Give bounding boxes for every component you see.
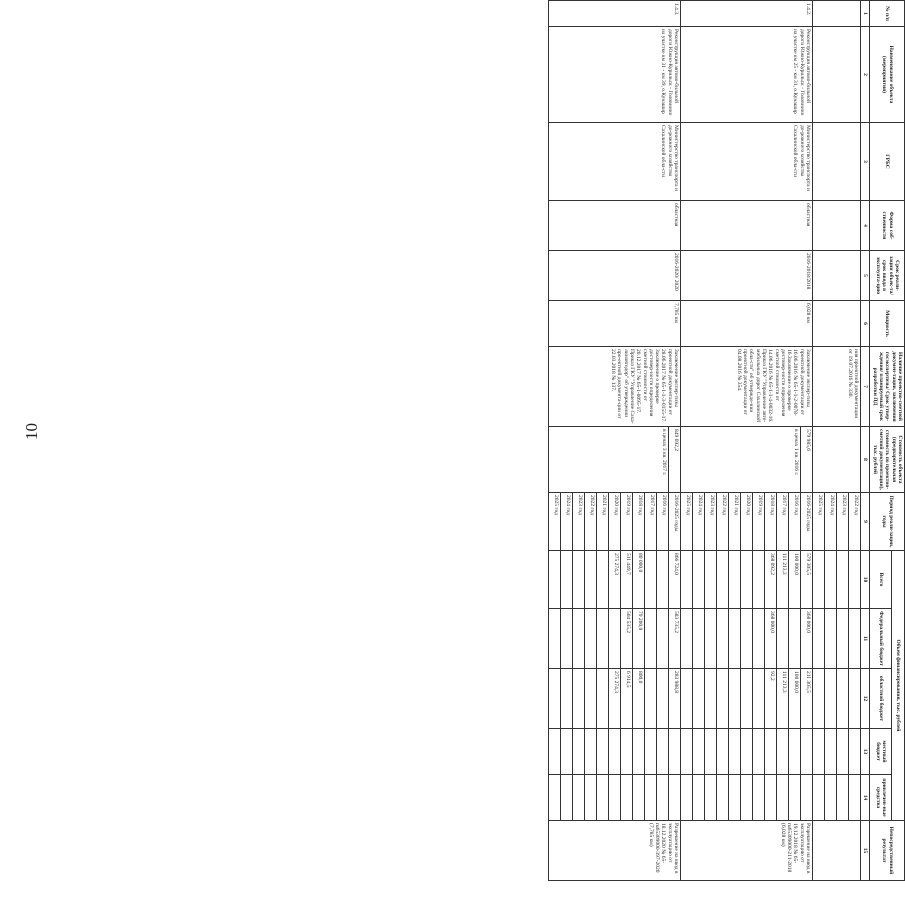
column-number: 9 bbox=[861, 493, 870, 551]
amount-cell bbox=[837, 609, 849, 669]
table-body bbox=[549, 1, 861, 881]
local-amount bbox=[645, 729, 657, 775]
other-amount bbox=[789, 775, 801, 821]
amount-cell bbox=[825, 775, 837, 821]
header-name: Наименование объекта (мероприятия) bbox=[870, 27, 905, 123]
federal-amount bbox=[549, 609, 561, 669]
amount-cell bbox=[825, 609, 837, 669]
column-number: 1 bbox=[861, 1, 870, 27]
column-number: 14 bbox=[861, 775, 870, 821]
regional-amount bbox=[657, 669, 669, 729]
regional-amount bbox=[585, 669, 597, 729]
period-cell: 2017 год bbox=[645, 493, 657, 551]
object-cost-note: в ценах 3 кв. 2017 г. bbox=[549, 427, 669, 493]
object-result: Разрешение на ввод в эксплуатацию от 18.12.2020 № 65-ru65309000-397-2020 (7,785 км) bbox=[549, 821, 681, 881]
column-number: 4 bbox=[861, 201, 870, 251]
regional-amount: 92,2 bbox=[765, 669, 777, 729]
period-cell: 2022 год bbox=[849, 493, 861, 551]
total-amount bbox=[741, 551, 753, 609]
period-cell: 2024 год bbox=[561, 493, 573, 551]
total-amount bbox=[681, 551, 693, 609]
federal-amount bbox=[693, 609, 705, 669]
federal-amount bbox=[561, 609, 573, 669]
object-docs: Заключение экспер-тизы проектной документации от 28.06.2017 № 65-1-1-3-0155-17. Заключение о проверке достовер-ности определения сметной стоимости от 20.12.2017 № 65-1-0095-17. Приказ ГКУ "Управление Саха-линавтодор" об утверждении про-ектной документа-ции от 22.03.2018 № 137. bbox=[549, 347, 681, 427]
period-cell: 2025 год bbox=[681, 493, 693, 551]
period-cell: 2024 год bbox=[693, 493, 705, 551]
local-amount bbox=[633, 729, 645, 775]
object-term: 2016-2018/2018 bbox=[681, 251, 813, 301]
federal-amount bbox=[681, 609, 693, 669]
other-amount bbox=[645, 775, 657, 821]
period-cell: 2020 год bbox=[609, 493, 621, 551]
amount-cell bbox=[825, 551, 837, 609]
column-number-row bbox=[861, 1, 870, 881]
local-amount bbox=[585, 729, 597, 775]
local-amount bbox=[765, 729, 777, 775]
regional-amount bbox=[753, 669, 765, 729]
object-ownership: областная bbox=[549, 201, 681, 251]
total-amount: 111 213,3 bbox=[777, 551, 789, 609]
regional-amount: 800,0 bbox=[633, 669, 645, 729]
regional-amount bbox=[597, 669, 609, 729]
other-amount bbox=[549, 775, 561, 821]
total-amount bbox=[585, 551, 597, 609]
header-docs: Наличие проектно-сметной докумен-тации, заключения госэкспертизы/ Срок утвер-ждения/ планируемый срок разработки ПД bbox=[870, 347, 905, 427]
federal-amount bbox=[729, 609, 741, 669]
amount-cell bbox=[849, 775, 861, 821]
period-cell: 2016-2025 годы bbox=[669, 493, 681, 551]
federal-amount bbox=[753, 609, 765, 669]
other-amount bbox=[681, 775, 693, 821]
federal-amount: 368 000,0 bbox=[765, 609, 777, 669]
other-amount bbox=[609, 775, 621, 821]
regional-amount bbox=[573, 669, 585, 729]
header-local: местный бюджет bbox=[870, 729, 892, 775]
total-amount: 100 000,0 bbox=[789, 551, 801, 609]
column-number: 7 bbox=[861, 347, 870, 427]
other-amount bbox=[597, 775, 609, 821]
period-cell: 2023 год bbox=[573, 493, 585, 551]
period-cell: 2019 год bbox=[621, 493, 633, 551]
other-amount bbox=[561, 775, 573, 821]
period-cell: 2016 год bbox=[789, 493, 801, 551]
other-amount bbox=[777, 775, 789, 821]
column-number: 2 bbox=[861, 27, 870, 123]
empty-cell bbox=[813, 201, 861, 251]
local-amount bbox=[549, 729, 561, 775]
other-amount bbox=[633, 775, 645, 821]
amount-cell bbox=[837, 669, 849, 729]
period-cell: 2021 год bbox=[729, 493, 741, 551]
object-number: 1.4.3. bbox=[549, 1, 681, 27]
total-amount bbox=[561, 551, 573, 609]
header-federal: Федеральный бюджет bbox=[870, 609, 892, 669]
object-term: 2016-2020/ 2020 bbox=[549, 251, 681, 301]
other-amount bbox=[729, 775, 741, 821]
total-amount bbox=[645, 551, 657, 609]
column-number: 6 bbox=[861, 301, 870, 347]
other-amount bbox=[765, 775, 777, 821]
local-amount bbox=[801, 729, 813, 775]
header-num: № п/п bbox=[870, 1, 905, 27]
amount-cell bbox=[837, 551, 849, 609]
federal-amount bbox=[717, 609, 729, 669]
column-number: 11 bbox=[861, 609, 870, 669]
empty-cell bbox=[813, 1, 861, 27]
total-amount bbox=[549, 551, 561, 609]
amount-cell bbox=[849, 551, 861, 609]
local-amount bbox=[609, 729, 621, 775]
object-capacity: 7,785 км bbox=[549, 301, 681, 347]
federal-amount bbox=[705, 609, 717, 669]
header-term: Срок реали-зации объек-та/ срок ввода в эксплуата-цию bbox=[870, 251, 905, 301]
total-amount bbox=[657, 551, 669, 609]
empty-cell bbox=[813, 301, 861, 347]
column-number: 5 bbox=[861, 251, 870, 301]
header-total: Всего bbox=[870, 551, 892, 609]
amount-cell bbox=[849, 729, 861, 775]
regional-amount bbox=[549, 669, 561, 729]
federal-amount: 79 200,0 bbox=[633, 609, 645, 669]
other-amount bbox=[741, 775, 753, 821]
other-amount bbox=[801, 775, 813, 821]
header-grbs: ГРБС bbox=[870, 123, 905, 201]
amount-cell bbox=[849, 609, 861, 669]
local-amount bbox=[717, 729, 729, 775]
other-amount bbox=[669, 775, 681, 821]
total-amount: 80 000,0 bbox=[633, 551, 645, 609]
financing-table bbox=[548, 0, 905, 881]
federal-amount: 504 535,2 bbox=[621, 609, 633, 669]
column-number: 12 bbox=[861, 669, 870, 729]
local-amount bbox=[777, 729, 789, 775]
total-amount bbox=[753, 551, 765, 609]
regional-amount: 100 000,0 bbox=[789, 669, 801, 729]
local-amount bbox=[621, 729, 633, 775]
object-cost-note: в ценах 1 кв. 2016 г. bbox=[681, 427, 801, 493]
period-cell: 2023 год bbox=[837, 493, 849, 551]
local-amount bbox=[705, 729, 717, 775]
header-regional: областной бюджет bbox=[870, 669, 892, 729]
regional-amount bbox=[717, 669, 729, 729]
federal-amount bbox=[777, 609, 789, 669]
header-period: Период реали-зации, годы bbox=[870, 493, 905, 551]
object-name: Реконструкция автомо-бильной дороги Южно-Курильск - Головнино на участке км 25 - км 31, о.Кунашир bbox=[681, 27, 813, 123]
empty-cell bbox=[813, 251, 861, 301]
federal-amount bbox=[609, 609, 621, 669]
local-amount bbox=[657, 729, 669, 775]
total-amount: 579 305,5 bbox=[801, 551, 813, 609]
other-amount bbox=[573, 775, 585, 821]
local-amount bbox=[789, 729, 801, 775]
federal-amount bbox=[741, 609, 753, 669]
object-ownership: областная bbox=[681, 201, 813, 251]
object-docs: Заключение экспер-тизы проектной документации от 16.06.2016 № 65-1-1-2-0078-16.Заключение о проверке достовер-ности определения сметной стоимости от 14.06.2016 № 65-1-1-4-0032-16. Приказ ГКУ "Управление авто-мобильных дорог Сахалинской обла-сти" об утвержде-нии проектной документации от 04.08.2016 № 354. bbox=[681, 347, 813, 427]
header-other: привлечен-ные средства bbox=[870, 775, 892, 821]
period-cell: 2023 год bbox=[705, 493, 717, 551]
column-number: 10 bbox=[861, 551, 870, 609]
period-cell: 2021 год bbox=[597, 493, 609, 551]
total-amount bbox=[573, 551, 585, 609]
header-cost: Стоимость объекта (предварительная стоимость по проектно-сметной документации), тыс. рублей bbox=[870, 427, 905, 493]
period-cell: 2018 год bbox=[633, 493, 645, 551]
amount-cell bbox=[837, 775, 849, 821]
column-number: 3 bbox=[861, 123, 870, 201]
local-amount bbox=[561, 729, 573, 775]
local-amount bbox=[741, 729, 753, 775]
total-amount bbox=[597, 551, 609, 609]
regional-amount bbox=[561, 669, 573, 729]
empty-cell bbox=[813, 427, 861, 493]
federal-amount bbox=[657, 609, 669, 669]
total-amount: 866 724,0 bbox=[669, 551, 681, 609]
local-amount bbox=[681, 729, 693, 775]
period-cell: 2025 год bbox=[813, 493, 825, 551]
other-amount bbox=[717, 775, 729, 821]
other-amount bbox=[705, 775, 717, 821]
federal-amount bbox=[573, 609, 585, 669]
period-cell: 2018 год bbox=[765, 493, 777, 551]
period-cell: 2025 год bbox=[549, 493, 561, 551]
local-amount bbox=[573, 729, 585, 775]
period-cell: 2017 год bbox=[777, 493, 789, 551]
rotated-sheet bbox=[305, 0, 905, 880]
amount-cell bbox=[849, 669, 861, 729]
period-cell: 2020 год bbox=[741, 493, 753, 551]
column-number: 8 bbox=[861, 427, 870, 493]
regional-amount: 275 274,3 bbox=[609, 669, 621, 729]
regional-amount: 211 305,5 bbox=[801, 669, 813, 729]
object-name: Реконструкция автомо-бильной дороги Южно-Курильск - Головнино на участке км 31 - км 39, о.Кунашир bbox=[549, 27, 681, 123]
header-capacity: Мощность bbox=[870, 301, 905, 347]
other-amount bbox=[621, 775, 633, 821]
amount-cell bbox=[813, 669, 825, 729]
amount-cell bbox=[813, 609, 825, 669]
table-row bbox=[669, 1, 681, 881]
other-amount bbox=[693, 775, 705, 821]
object-cost: 579 985,6 bbox=[801, 427, 813, 493]
local-amount bbox=[693, 729, 705, 775]
total-amount bbox=[729, 551, 741, 609]
amount-cell bbox=[825, 669, 837, 729]
period-cell: 2019 год bbox=[753, 493, 765, 551]
amount-cell bbox=[813, 775, 825, 821]
total-amount bbox=[717, 551, 729, 609]
local-amount bbox=[729, 729, 741, 775]
federal-amount: 583 735,2 bbox=[669, 609, 681, 669]
total-amount: 275 274,3 bbox=[609, 551, 621, 609]
other-amount bbox=[585, 775, 597, 821]
amount-cell bbox=[813, 551, 825, 609]
header-result: Непосредственный результат bbox=[870, 821, 905, 881]
federal-amount bbox=[597, 609, 609, 669]
column-number: 13 bbox=[861, 729, 870, 775]
empty-cell bbox=[813, 821, 861, 881]
period-cell: 2016-2025 годы bbox=[801, 493, 813, 551]
object-grbs: Министерство транспорта и до-рожного хозяйства Сахалинской обла-сти bbox=[549, 123, 681, 201]
regional-amount bbox=[729, 669, 741, 729]
federal-amount bbox=[585, 609, 597, 669]
federal-amount bbox=[645, 609, 657, 669]
total-amount bbox=[693, 551, 705, 609]
period-cell: 2016 год bbox=[657, 493, 669, 551]
federal-amount bbox=[789, 609, 801, 669]
regional-amount: 111 213,3 bbox=[777, 669, 789, 729]
other-amount bbox=[753, 775, 765, 821]
header-ownership: Форма соб-ственности bbox=[870, 201, 905, 251]
period-cell: 2024 год bbox=[825, 493, 837, 551]
object-number: 1.4.2. bbox=[681, 1, 813, 27]
page-number: 10 bbox=[22, 423, 41, 440]
object-result: Разрешение на ввод в эксплуатацию от 19.12.2018 № 65-ru65309000-211-2018 (6,028 км) bbox=[681, 821, 813, 881]
regional-amount bbox=[681, 669, 693, 729]
regional-amount: 283 988,8 bbox=[669, 669, 681, 729]
empty-cell bbox=[813, 27, 861, 123]
federal-amount: 368 000,0 bbox=[801, 609, 813, 669]
regional-amount bbox=[693, 669, 705, 729]
table-row bbox=[801, 1, 813, 881]
regional-amount bbox=[705, 669, 717, 729]
local-amount bbox=[597, 729, 609, 775]
object-grbs: Министерство транспорта и до-рожного хозяйства Сахалинской обла-сти bbox=[681, 123, 813, 201]
object-capacity: 6,028 км bbox=[681, 301, 813, 347]
amount-cell bbox=[837, 729, 849, 775]
total-amount bbox=[705, 551, 717, 609]
regional-amount bbox=[741, 669, 753, 729]
regional-amount: 6 914,5 bbox=[621, 669, 633, 729]
object-cost: 849 692,2 bbox=[669, 427, 681, 493]
total-amount: 368 092,2 bbox=[765, 551, 777, 609]
period-cell: 2022 год bbox=[585, 493, 597, 551]
amount-cell bbox=[813, 729, 825, 775]
amount-cell bbox=[825, 729, 837, 775]
column-number: 15 bbox=[861, 821, 870, 881]
period-cell: 2022 год bbox=[717, 493, 729, 551]
other-amount bbox=[657, 775, 669, 821]
header-financing: Объем финансирования, тыс. рублей bbox=[892, 551, 905, 821]
local-amount bbox=[669, 729, 681, 775]
table-row bbox=[849, 1, 861, 881]
regional-amount bbox=[645, 669, 657, 729]
empty-cell bbox=[813, 123, 861, 201]
local-amount bbox=[753, 729, 765, 775]
total-amount: 511 449,7 bbox=[621, 551, 633, 609]
docs-cell: ния проектной документации от 19.07.2016 № 330. bbox=[813, 347, 861, 427]
